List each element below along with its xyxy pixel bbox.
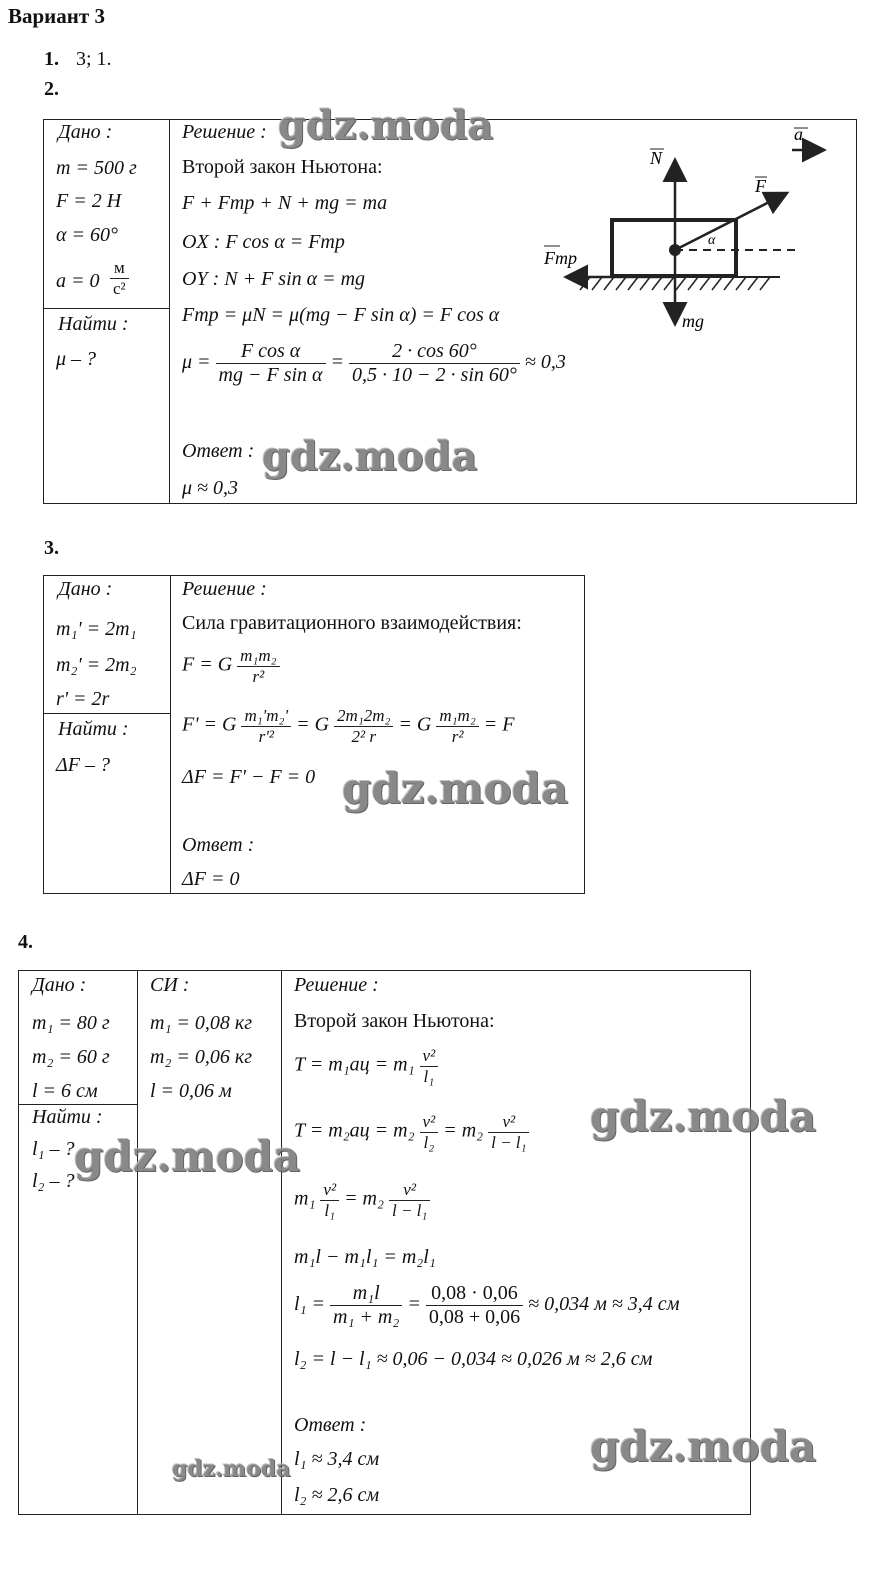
- unit-numerator: м: [110, 258, 129, 279]
- eq-part: T = m₁aц = m₁: [294, 1053, 415, 1076]
- center-of-mass: [669, 244, 681, 256]
- problem-2-given-divider: [43, 308, 169, 309]
- find-item: l₁ – ?: [32, 1138, 75, 1160]
- fraction-numerator: v²: [420, 1046, 439, 1067]
- eq-part: = G: [398, 713, 432, 736]
- solution-label: Решение :: [182, 578, 267, 600]
- unit-fraction: [110, 258, 129, 298]
- fraction-numerator: m₁m₂: [436, 706, 478, 727]
- eq-part: T = m₂aц = m₂: [294, 1119, 415, 1142]
- watermark: gdz.moda: [262, 433, 478, 480]
- si-item: l = 0,06 м: [150, 1080, 232, 1102]
- answer-value: l₂ ≈ 2,6 см: [294, 1484, 380, 1506]
- fraction-numerator: m₁m₂: [237, 646, 279, 667]
- find-label: Найти :: [32, 1106, 103, 1128]
- solution-law: Второй закон Ньютона:: [294, 1010, 495, 1032]
- solution-law: Второй закон Ньютона:: [182, 156, 383, 178]
- equation: OX : F cos α = Fтр: [182, 231, 345, 253]
- eq-result: ≈ 0,3: [524, 351, 566, 374]
- equation-gravity: [182, 646, 280, 686]
- given-item: m₁ = 80 г: [32, 1012, 110, 1034]
- problem-1-answer: 3; 1.: [76, 48, 112, 70]
- eq-part: = m₂: [443, 1119, 484, 1142]
- fraction-numerator: 0,08 · 0,06: [426, 1282, 523, 1306]
- fraction-numerator: v²: [488, 1112, 529, 1133]
- find-label: Найти :: [58, 718, 129, 740]
- problem-4-divider-2: [281, 970, 282, 1515]
- eq-part: ≈ 0,034 м ≈ 3,4 см: [528, 1293, 680, 1316]
- eq-part: =: [407, 1293, 421, 1316]
- eq-lhs: F = G: [182, 653, 233, 676]
- find-label: Найти :: [58, 313, 129, 335]
- eq-part: F' = G: [182, 713, 237, 736]
- fraction-denominator: r²: [252, 666, 265, 686]
- eq-part: l₁ =: [294, 1293, 326, 1316]
- answer-value: ΔF = 0: [182, 868, 240, 890]
- unit-denominator: с²: [113, 278, 126, 298]
- watermark: gdz.moda: [590, 1422, 817, 1471]
- label-F: F: [755, 176, 766, 196]
- watermark: gdz.moda: [342, 764, 569, 813]
- fraction-denominator: l − l₁: [491, 1132, 527, 1152]
- label-N: N: [650, 148, 663, 168]
- equation: [294, 1046, 438, 1086]
- fraction-numerator: v²: [420, 1112, 439, 1133]
- fraction-denominator: l₁: [423, 1066, 435, 1086]
- label-Ftr: Fтр: [544, 248, 577, 268]
- find-item: μ – ?: [56, 348, 97, 370]
- fraction-numerator: m₁'m₂': [241, 706, 291, 727]
- problem-1-number: 1.: [44, 48, 59, 70]
- equation: l₂ = l − l₁ ≈ 0,06 − 0,034 ≈ 0,026 м ≈ 2,6 см: [294, 1348, 653, 1370]
- watermark: gdz.moda: [278, 102, 494, 149]
- fraction-denominator: l₂: [423, 1132, 435, 1152]
- equation: [294, 1282, 679, 1329]
- problem-2-column-divider: [169, 119, 170, 504]
- fraction-denominator: 0,08 + 0,06: [428, 1306, 521, 1328]
- fraction-denominator: m₁ + m₂: [333, 1306, 400, 1328]
- force-diagram: [530, 122, 850, 334]
- equation-new-force: [182, 706, 514, 746]
- si-item: m₂ = 0,06 кг: [150, 1046, 253, 1068]
- watermark: gdz.moda: [74, 1132, 301, 1181]
- problem-3-number: 3.: [44, 537, 59, 559]
- equation: OY : N + F sin α = mg: [182, 268, 366, 290]
- answer-label: Ответ :: [294, 1414, 367, 1436]
- fraction-numerator: 2m₁2m₂: [334, 706, 393, 727]
- given-label: Дано :: [58, 121, 113, 143]
- given-item: m₂ = 60 г: [32, 1046, 110, 1068]
- page-title: Вариант 3: [8, 4, 105, 28]
- fraction-numerator: v²: [320, 1180, 339, 1201]
- eq-part: m₁: [294, 1187, 316, 1210]
- find-item: l₂ – ?: [32, 1170, 75, 1192]
- label-alpha: α: [708, 233, 716, 248]
- problem-4-number: 4.: [18, 931, 33, 953]
- solution-label: Решение :: [294, 974, 379, 996]
- eq-sign: =: [330, 351, 345, 374]
- si-item: m₁ = 0,08 кг: [150, 1012, 253, 1034]
- given-label: Дано :: [32, 974, 87, 996]
- given-item: m₁' = 2m₁: [56, 618, 137, 640]
- answer-label: Ответ :: [182, 440, 255, 462]
- equation-delta: ΔF = F' − F = 0: [182, 766, 316, 788]
- given-item: a = 0: [56, 270, 100, 292]
- fraction-numerator: F cos α: [216, 340, 326, 364]
- fraction-denominator: 0,5 · 10 − 2 · sin 60°: [352, 364, 517, 386]
- si-label: СИ :: [150, 974, 190, 996]
- fraction-numerator: m₁l: [330, 1282, 402, 1306]
- given-item: F = 2 Н: [56, 190, 122, 212]
- given-item: m₂' = 2m₂: [56, 654, 137, 676]
- solution-title: Сила гравитационного взаимодействия:: [182, 612, 522, 634]
- eq-lhs: μ =: [182, 351, 211, 374]
- eq-part: = m₂: [344, 1187, 384, 1210]
- fraction-denominator: mg − F sin α: [218, 364, 323, 386]
- given-label: Дано :: [58, 578, 113, 600]
- find-item: ΔF – ?: [56, 754, 110, 776]
- eq-part: = G: [296, 713, 330, 736]
- equation: m₁l − m₁l₁ = m₂l₁: [294, 1246, 436, 1268]
- given-item: l = 6 см: [32, 1080, 98, 1102]
- fraction-denominator: l₁: [324, 1200, 336, 1220]
- given-item: α = 60°: [56, 224, 118, 246]
- eq-part: = F: [483, 713, 515, 736]
- answer-value: l₁ ≈ 3,4 см: [294, 1448, 380, 1470]
- watermark: gdz.moda: [172, 1456, 291, 1482]
- equation: F + Fтр + N + mg = ma: [182, 192, 388, 214]
- problem-2-number: 2.: [44, 78, 59, 100]
- equation-mu: [182, 340, 566, 387]
- answer-value: μ ≈ 0,3: [182, 477, 239, 499]
- problem-4-given-divider: [18, 1104, 137, 1105]
- problem-3-given-divider: [43, 713, 170, 714]
- fraction-numerator: 2 · cos 60°: [349, 340, 520, 364]
- label-a: a: [794, 124, 803, 144]
- fraction-denominator: r'²: [258, 726, 274, 746]
- problem-3-column-divider: [170, 575, 171, 894]
- ground-hatching: [580, 277, 780, 290]
- fraction-denominator: 2² r: [351, 726, 376, 746]
- given-item: m = 500 г: [56, 157, 137, 179]
- problem-4-divider-1: [137, 970, 138, 1515]
- label-mg: mg: [682, 311, 704, 331]
- fraction-numerator: v²: [389, 1180, 430, 1201]
- fraction-denominator: r²: [451, 726, 464, 746]
- equation: [294, 1180, 430, 1220]
- fraction-denominator: l − l₁: [391, 1200, 428, 1220]
- given-item: r' = 2r: [56, 688, 110, 710]
- equation: Fтр = μN = μ(mg − F sin α) = F cos α: [182, 304, 500, 326]
- solution-label: Решение :: [182, 121, 267, 143]
- answer-label: Ответ :: [182, 834, 255, 856]
- watermark: gdz.moda: [590, 1092, 817, 1141]
- equation: [294, 1112, 529, 1152]
